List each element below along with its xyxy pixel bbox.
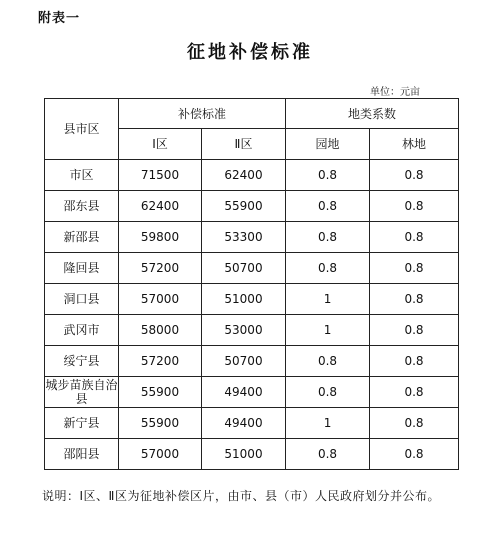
- cell-zone-2-value: 53000: [202, 315, 286, 346]
- cell-zone-1-value: 57200: [119, 346, 202, 377]
- document-title: 征地补偿标准: [187, 42, 313, 63]
- header-land-coefficient: 地类系数: [286, 99, 459, 129]
- cell-forest-coefficient: 0.8: [370, 191, 459, 222]
- cell-garden-coefficient: 0.8: [286, 222, 370, 253]
- cell-zone-2-value: 49400: [202, 408, 286, 439]
- cell-zone-1-value: 62400: [119, 191, 202, 222]
- annex-label: 附表一: [38, 11, 81, 26]
- cell-zone-1-value: 57200: [119, 253, 202, 284]
- table-row: [45, 253, 459, 284]
- header-zone-1: Ⅰ区: [119, 129, 202, 160]
- cell-region-name: 城步苗族自治县: [45, 378, 118, 406]
- cell-garden-coefficient: 1: [286, 284, 370, 315]
- cell-region-name: 洞口县: [45, 284, 119, 315]
- cell-zone-2-value: 55900: [202, 191, 286, 222]
- cell-garden-coefficient: 0.8: [286, 160, 370, 191]
- cell-zone-1-value: 57000: [119, 439, 202, 470]
- cell-zone-2-value: 62400: [202, 160, 286, 191]
- table-row: [45, 346, 459, 377]
- cell-forest-coefficient: 0.8: [370, 346, 459, 377]
- cell-zone-1-value: 71500: [119, 160, 202, 191]
- cell-zone-2-value: 53300: [202, 222, 286, 253]
- header-compensation-standard: 补偿标准: [119, 99, 286, 129]
- cell-forest-coefficient: 0.8: [370, 315, 459, 346]
- header-forest: 林地: [370, 129, 459, 160]
- table-row: [45, 284, 459, 315]
- cell-garden-coefficient: 0.8: [286, 191, 370, 222]
- cell-region-name: 市区: [45, 160, 119, 191]
- unit-note: 单位：元亩: [370, 87, 420, 98]
- compensation-table-body: [45, 99, 459, 470]
- cell-zone-1-value: 59800: [119, 222, 202, 253]
- cell-region-name: 武冈市: [45, 315, 119, 346]
- cell-garden-coefficient: 1: [286, 315, 370, 346]
- footnote: 说明：Ⅰ区、Ⅱ区为征地补偿区片，由市、县（市）人民政府划分并公布。: [42, 489, 440, 503]
- cell-zone-2-value: 49400: [202, 377, 286, 408]
- cell-zone-1-value: 57000: [119, 284, 202, 315]
- cell-region-name: 新邵县: [45, 222, 119, 253]
- table-row: [45, 222, 459, 253]
- cell-garden-coefficient: 0.8: [286, 439, 370, 470]
- table-row: [45, 315, 459, 346]
- header-garden: 园地: [286, 129, 370, 160]
- cell-forest-coefficient: 0.8: [370, 377, 459, 408]
- cell-forest-coefficient: 0.8: [370, 222, 459, 253]
- cell-forest-coefficient: 0.8: [370, 253, 459, 284]
- cell-forest-coefficient: 0.8: [370, 160, 459, 191]
- cell-region-name: 邵东县: [45, 191, 119, 222]
- header-region: 县市区: [45, 99, 119, 160]
- cell-zone-2-value: 50700: [202, 346, 286, 377]
- compensation-table: [44, 98, 459, 470]
- cell-zone-2-value: 51000: [202, 439, 286, 470]
- cell-zone-1-value: 55900: [119, 408, 202, 439]
- cell-zone-2-value: 50700: [202, 253, 286, 284]
- header-zone-2: Ⅱ区: [202, 129, 286, 160]
- cell-garden-coefficient: 0.8: [286, 253, 370, 284]
- cell-garden-coefficient: 0.8: [286, 346, 370, 377]
- cell-garden-coefficient: 0.8: [286, 377, 370, 408]
- cell-region-name: 新宁县: [45, 408, 119, 439]
- table-row: [45, 160, 459, 191]
- cell-zone-2-value: 51000: [202, 284, 286, 315]
- table-row: [45, 377, 459, 408]
- cell-region-name: 邵阳县: [45, 439, 119, 470]
- cell-region-name: 绥宁县: [45, 346, 119, 377]
- table-row: [45, 439, 459, 470]
- table-row: [45, 191, 459, 222]
- cell-region-name: 隆回县: [45, 253, 119, 284]
- cell-forest-coefficient: 0.8: [370, 439, 459, 470]
- header-row-top: [45, 99, 459, 129]
- cell-garden-coefficient: 1: [286, 408, 370, 439]
- cell-zone-1-value: 58000: [119, 315, 202, 346]
- table-row: [45, 408, 459, 439]
- cell-forest-coefficient: 0.8: [370, 408, 459, 439]
- cell-zone-1-value: 55900: [119, 377, 202, 408]
- cell-forest-coefficient: 0.8: [370, 284, 459, 315]
